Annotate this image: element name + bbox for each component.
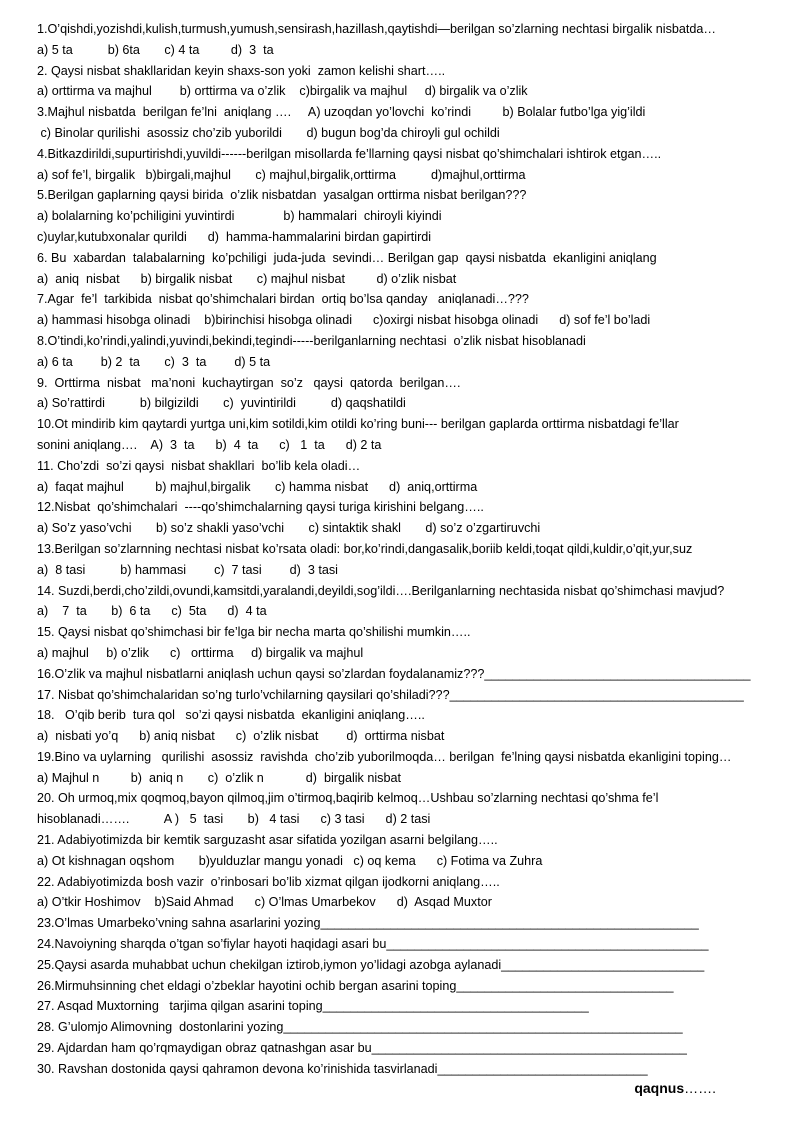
text-line: a) So’z yaso’vchi b) so’z shakli yaso’vchi c) sintaktik shakl d) so’z o’zgartiruvchi — [37, 521, 541, 536]
text-line: 21. Adabiyotimizda bir kemtik sarguzasht asar sifatida yozilgan asarni belgilang….. — [37, 833, 498, 848]
text-line: a) Majhul n b) aniq n c) o’zlik n d) birgalik nisbat — [37, 770, 401, 785]
text-line: 29. Ajdardan ham qo’rqmaydigan obraz qatnashgan asar bu_____________________________________________ — [37, 1041, 687, 1056]
text-line: a) nisbati yo’q b) aniq nisbat c) o’zlik nisbat d) orttirma nisbat — [37, 729, 445, 744]
text-line: a) Ot kishnagan oqshom b)yulduzlar mangu yonadi c) oq kema c) Fotima va Zuhra — [37, 853, 543, 868]
text-line: 27. Asqad Muxtorning tarjima qilgan asarini toping______________________________________ — [37, 999, 589, 1014]
signature-dots: ……. — [684, 1080, 716, 1096]
text-line: a) 6 ta b) 2 ta c) 3 ta d) 5 ta — [37, 354, 271, 369]
text-line: a) faqat majhul b) majhul,birgalik c) hamma nisbat d) aniq,orttirma — [37, 479, 478, 494]
text-line: hisoblanadi……. A ) 5 tasi b) 4 tasi c) 3 tasi d) 2 tasi — [37, 812, 431, 827]
author-signature — [634, 1080, 716, 1096]
text-line: 1.O’qishdi,yozishdi,kulish,turmush,yumush,sensirash,hazillash,qaytishdi—berilgan so’zlarning nechtasi birgalik nisbatda… — [37, 22, 716, 36]
text-line: 20. Oh urmoq,mix qoqmoq,bayon qilmoq,jim o’tirmoq,baqirib kelmoq…Ushbau so’zlarning nechtasi qo’shma fe’l — [37, 791, 659, 806]
text-line: a) hammasi hisobga olinadi b)birinchisi hisobga olinadi c)oxirgi nisbat hisobga olinadi d) sof fe’l bo’ladi — [37, 313, 651, 328]
text-line: a) majhul b) o’zlik c) orttirma d) birgalik va majhul — [37, 645, 364, 660]
text-line: 4.Bitkazdirildi,supurtirishdi,yuvildi------berilgan misollarda fe’llarning qaysi nisbat qo’shimchalari ishtirok etgan….. — [37, 146, 662, 161]
text-line: c) Binolar qurilishi asossiz cho’zib yuborildi d) bugun bog’da chiroyli gul ochildi — [37, 125, 500, 140]
text-line: 19.Bino va uylarning qurilishi asossiz ravishda cho’zib yuborilmoqda… berilgan fe’lning qaysi nisbatda ekanligini toping… — [37, 749, 732, 764]
text-line: 6. Bu xabardan talabalarning ko’pchiligi juda-juda sevindi… Berilgan gap qaysi nisbatda ekanligini aniqlang — [37, 250, 657, 265]
text-line: sonini aniqlang…. A) 3 ta b) 4 ta c) 1 ta d) 2 ta — [37, 437, 382, 452]
text-line: 9. Orttirma nisbat ma’noni kuchaytirgan so’z qaysi qatorda berilgan…. — [37, 375, 461, 390]
text-line: 16.O’zlik va majhul nisbatlarni aniqlash uchun qaysi so’zlardan foydalanamiz???______________________________________ — [37, 666, 751, 681]
text-line: 24.Navoiyning sharqda o’tgan so’fiylar hayoti haqidagi asari bu______________________________________________ — [37, 937, 709, 952]
text-line: a) So’rattirdi b) bilgizildi c) yuvintirildi d) qaqshatildi — [37, 396, 406, 411]
text-line: 18. O’qib berib tura qol so’zi qaysi nisbatda ekanligini aniqlang….. — [37, 708, 425, 723]
text-line: 17. Nisbat qo’shimchalaridan so’ng turlo’vchilarning qaysilari qo’shiladi???__________________________________________ — [37, 687, 744, 702]
text-line: 15. Qaysi nisbat qo’shimchasi bir fe’lga bir necha marta qo’shilishi mumkin….. — [37, 625, 471, 640]
text-line: 12.Nisbat qo’shimchalari ----qo’shimchalarning qaysi turiga kirishini belgang….. — [37, 500, 484, 515]
text-line: 26.Mirmuhsinning chet eldagi o’zbeklar hayotini ochib bergan asarini toping_______________________________ — [37, 978, 674, 993]
text-line: a) sof fe’l, birgalik b)birgali,majhul c) majhul,birgalik,orttirma d)majhul,orttirma — [37, 167, 526, 182]
text-line: 2. Qaysi nisbat shakllaridan keyin shaxs-son yoki zamon kelishi shart….. — [37, 63, 446, 78]
text-line: 8.O’tindi,ko’rindi,yalindi,yuvindi,bekindi,tegindi-----berilganlarning nechtasi o’zlik nisbat hisoblanadi — [37, 333, 586, 348]
text-line: a) 7 ta b) 6 ta c) 5ta d) 4 ta — [37, 604, 267, 619]
text-line: a) O’tkir Hoshimov b)Said Ahmad c) O’lmas Umarbekov d) Asqad Muxtor — [37, 895, 492, 910]
text-line: 10.Ot mindirib kim qaytardi yurtga uni,kim sotildi,kim otildi ko’ring buni--- berilgan gaplarda orttirma nisbatdagi fe’llar — [37, 417, 679, 432]
text-line: 23.O’lmas Umarbeko’vning sahna asarlarini yozing______________________________________________________ — [37, 916, 699, 931]
text-line: a) orttirma va majhul b) orttirma va o’zlik c)birgalik va majhul d) birgalik va o’zlik — [37, 84, 528, 99]
text-line: a) 8 tasi b) hammasi c) 7 tasi d) 3 tasi — [37, 562, 338, 577]
text-line: 14. Suzdi,berdi,cho’zildi,ovundi,kamsitdi,yaralandi,deyildi,sog’ildi….Berilganlarning nechtasida nisbat qo’shimchasi mavjud? — [37, 583, 725, 598]
text-line: 11. Cho’zdi so’zi qaysi nisbat shakllari bo’lib kela oladi… — [37, 458, 361, 473]
text-line: 5.Berilgan gaplarning qaysi birida o’zlik nisbatdan yasalgan orttirma nisbat berilgan??? — [37, 188, 527, 203]
text-line: c)uylar,kutubxonalar qurildi d) hamma-hammalarini birdan gapirtirdi — [37, 229, 432, 244]
test-questions — [37, 19, 782, 1080]
text-line: 28. G’ulomjo Alimovning dostonlarini yozing_________________________________________________________ — [37, 1020, 683, 1035]
text-line: 22. Adabiyotimizda bosh vazir o’rinbosari bo’lib xizmat qilgan ijodkorni aniqlang….. — [37, 874, 500, 889]
signature-word: qaqnus — [634, 1080, 685, 1096]
text-line: a) 5 ta b) 6ta c) 4 ta d) 3 ta — [37, 42, 274, 57]
text-line: 7.Agar fe’l tarkibida nisbat qo’shimchalari birdan ortiq bo’lsa qanday aniqlanadi…??? — [37, 292, 529, 307]
text-line: a) aniq nisbat b) birgalik nisbat c) majhul nisbat d) o’zlik nisbat — [37, 271, 457, 286]
text-line: a) bolalarning ko’pchiligini yuvintirdi b) hammalari chiroyli kiyindi — [37, 209, 442, 224]
text-line: 13.Berilgan so’zlarnning nechtasi nisbat ko’rsata oladi: bor,ko’rindi,dangasalik,boriib keldi,toqat qildi,kuldir,o’qit,yur,suz — [37, 541, 693, 556]
text-line: 25.Qaysi asarda muhabbat uchun chekilgan iztirob,iymon yo’lidagi azobga aylanadi_____________________________ — [37, 957, 705, 972]
text-line: 30. Ravshan dostonida qaysi qahramon devona ko’rinishida tasvirlanadi______________________________ — [37, 1061, 648, 1076]
text-line: 3.Majhul nisbatda berilgan fe’lni aniqlang …. A) uzoqdan yo’lovchi ko’rindi b) Bolalar futbo’lga yig’ildi — [37, 105, 646, 120]
